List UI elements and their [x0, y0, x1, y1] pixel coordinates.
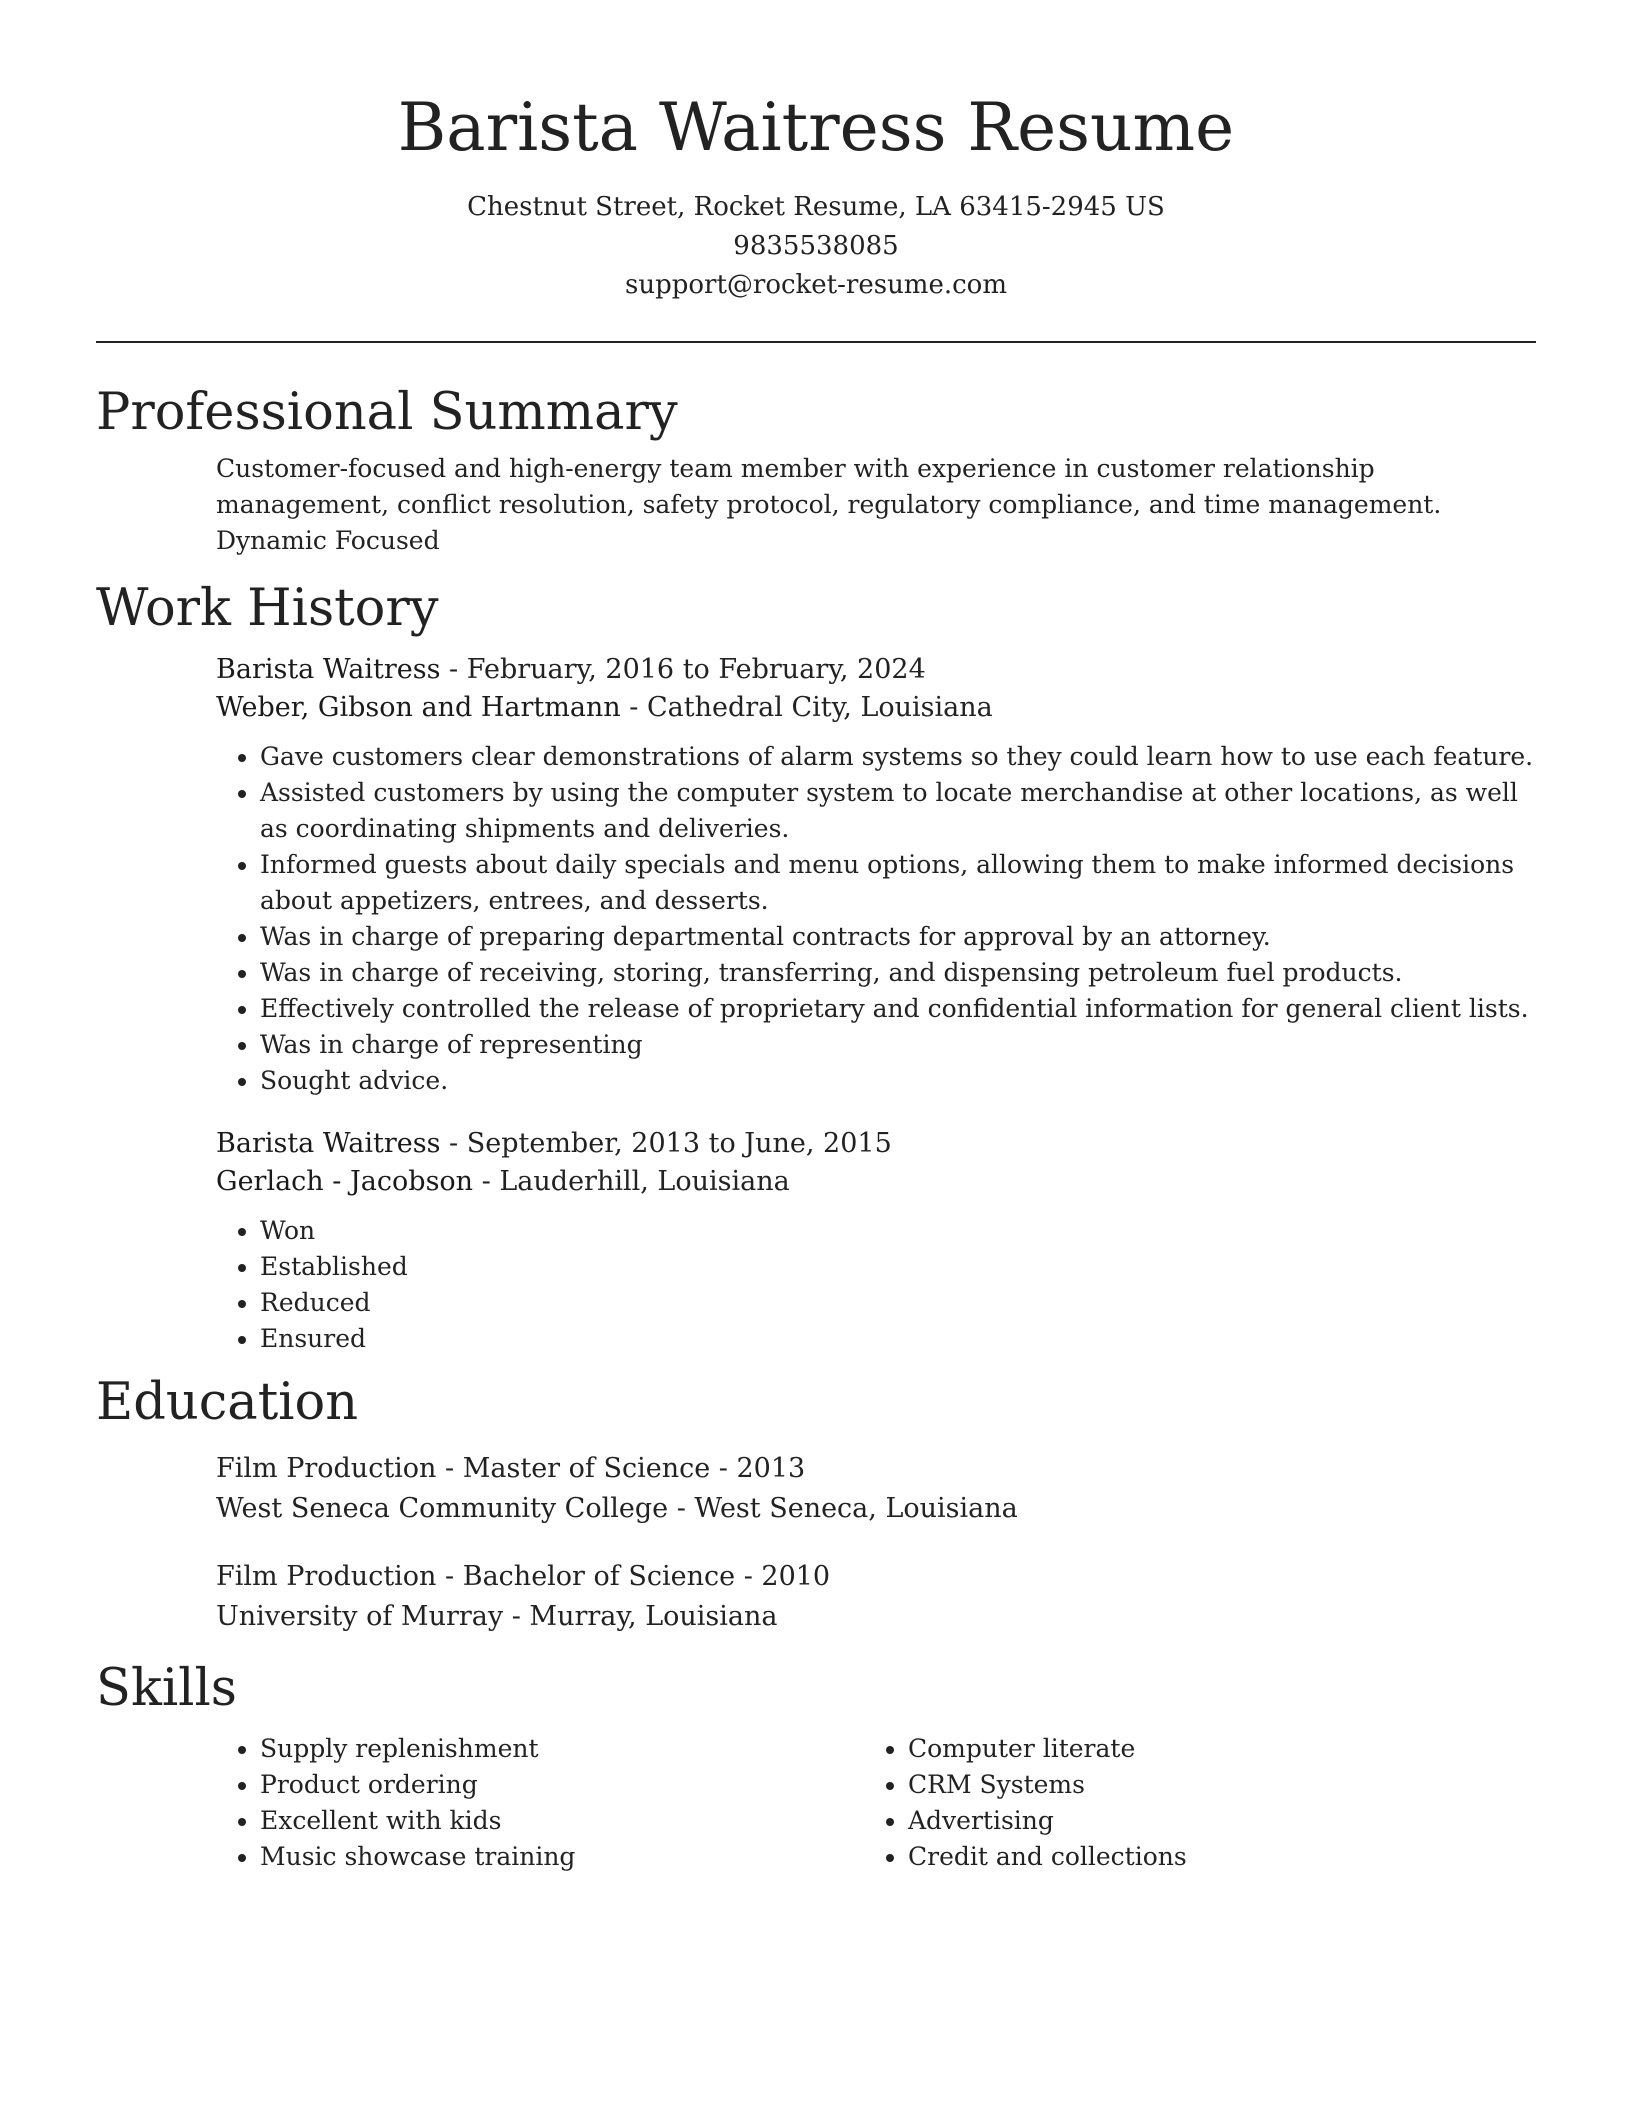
list-item: • Excellent with kids — [260, 1803, 864, 1839]
list-item: • Was in charge of preparing departmental contracts for approval by an attorney. — [260, 919, 1536, 955]
list-item: • CRM Systems — [908, 1767, 1512, 1803]
summary-section — [96, 451, 1536, 559]
skills-section — [96, 1731, 1536, 1875]
list-item: • Computer literate — [908, 1731, 1512, 1767]
list-item: • Supply replenishment — [260, 1731, 864, 1767]
contact-phone: 9835538085 — [733, 231, 899, 261]
education-heading: Education — [96, 1373, 359, 1432]
education-entry — [216, 1557, 1536, 1637]
education-entry — [216, 1449, 1536, 1529]
list-item: • Established — [260, 1249, 1536, 1285]
list-item: • Credit and collections — [908, 1839, 1512, 1875]
list-item: • Effectively controlled the release of proprietary and confidential information for general client lists. — [260, 991, 1536, 1027]
job-title-line — [216, 651, 1536, 689]
header-divider — [96, 341, 1536, 343]
job-location: - Cathedral City, Louisiana — [620, 692, 993, 723]
education-degree-line — [216, 1557, 1536, 1597]
education-year: - 2013 — [710, 1453, 806, 1484]
list-item: • Advertising — [908, 1803, 1512, 1839]
list-item: • Assisted customers by using the computer system to locate merchandise at other locations, as well as coordinating shipments and deliveries. — [260, 775, 1536, 847]
job-dates: - September, 2013 to June, 2015 — [440, 1128, 892, 1159]
list-item: • Music showcase training — [260, 1839, 864, 1875]
education-location: - West Seneca, Louisiana — [668, 1493, 1018, 1524]
summary-heading: Professional Summary — [96, 383, 678, 442]
job-company-line — [216, 1163, 1536, 1201]
resume-page — [96, 0, 1536, 1875]
resume-title: Barista Waitress Resume — [397, 89, 1235, 166]
list-item: • Gave customers clear demonstrations of alarm systems so they could learn how to use each feature. — [260, 739, 1536, 775]
skills-heading: Skills — [96, 1659, 237, 1718]
education-section — [96, 1449, 1536, 1637]
job-company: Weber, Gibson and Hartmann — [216, 692, 621, 723]
education-location: - Murray, Louisiana — [503, 1601, 778, 1632]
education-school: University of Murray — [216, 1601, 504, 1632]
education-school-line — [216, 1489, 1536, 1529]
summary-text: Customer-focused and high-energy team member with experience in customer relationship management, conflict resolution, safety protocol, regulatory compliance, and time management. Dynamic Focused — [216, 454, 1442, 555]
education-field: Film Production — [216, 1561, 437, 1592]
job-position: Barista Waitress — [216, 654, 441, 685]
list-item: • Informed guests about daily specials and menu options, allowing them to make informed decisions about appetizers, entrees, and desserts. — [260, 847, 1536, 919]
job-company: Gerlach - Jacobson — [216, 1166, 474, 1197]
skills-column-left — [216, 1731, 864, 1875]
job-bullets — [216, 739, 1536, 1099]
skills-column-right — [864, 1731, 1512, 1875]
work-history-heading: Work History — [96, 579, 439, 638]
education-degree-line — [216, 1449, 1536, 1489]
job-title-line — [216, 1125, 1536, 1163]
list-item: • Was in charge of representing — [260, 1027, 1536, 1063]
list-item: • Sought advice. — [260, 1063, 1536, 1099]
list-item: • Product ordering — [260, 1767, 864, 1803]
list-item: • Reduced — [260, 1285, 1536, 1321]
education-degree: - Master of Science — [436, 1453, 711, 1484]
list-item: • Ensured — [260, 1321, 1536, 1357]
list-item: • Was in charge of receiving, storing, transferring, and dispensing petroleum fuel products. — [260, 955, 1536, 991]
job-dates: - February, 2016 to February, 2024 — [440, 654, 926, 685]
contact-email: support@rocket-resume.com — [624, 270, 1007, 300]
work-history-section — [96, 651, 1536, 1357]
job-location: - Lauderhill, Louisiana — [473, 1166, 790, 1197]
skills-grid — [216, 1731, 1536, 1875]
education-school-line — [216, 1597, 1536, 1637]
education-school: West Seneca Community College — [216, 1493, 669, 1524]
job-company-line — [216, 689, 1536, 727]
job-entry — [216, 651, 1536, 1099]
job-position: Barista Waitress — [216, 1128, 441, 1159]
job-bullets — [216, 1213, 1536, 1357]
list-item: • Won — [260, 1213, 1536, 1249]
education-degree: - Bachelor of Science — [436, 1561, 736, 1592]
contact-address: Chestnut Street, Rocket Resume, LA 63415-2945 US — [467, 192, 1165, 222]
skills-list-left — [216, 1731, 864, 1875]
education-year: - 2010 — [735, 1561, 831, 1592]
job-entry — [216, 1125, 1536, 1357]
resume-header — [96, 0, 1536, 305]
skills-list-right — [864, 1731, 1512, 1875]
education-field: Film Production — [216, 1453, 437, 1484]
